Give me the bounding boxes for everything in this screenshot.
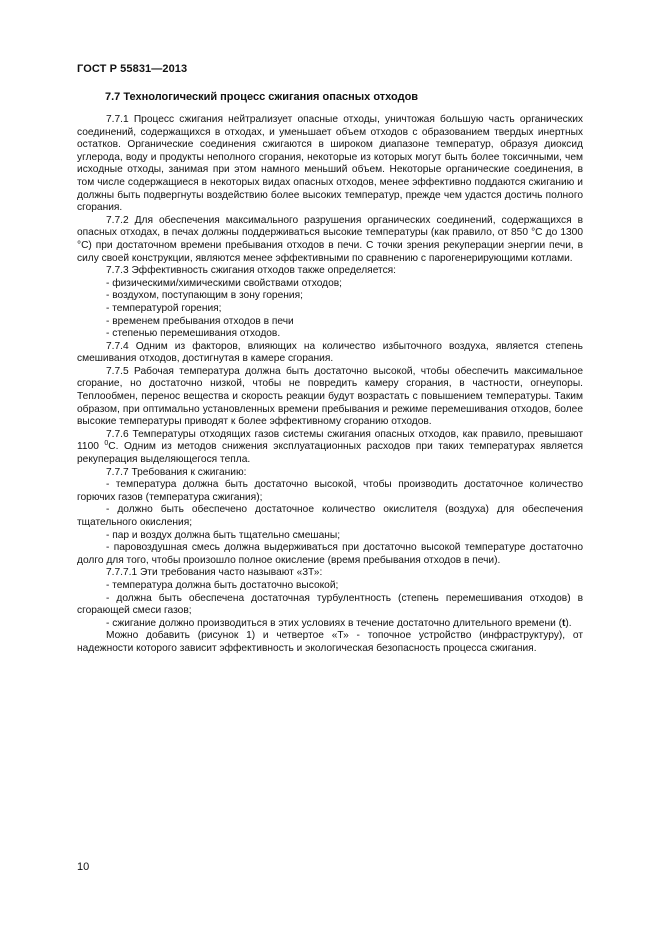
paragraph-7-7-1: 7.7.1 Процесс сжигания нейтрализует опасные отходы, уничтожая большую часть органических соединений, содержащихся в отходах, и уменьшает объем отходов с образованием твердых инертных остатков. Органические соединения сжигаются в широком диапазоне температур, образуя диоксид углерода, воду и продукты неполного сгорания, некоторые из которых могут быть более токсичными, чем исходные отходы, занимая при этом намного меньший объем. Некоторые органические соединения, в том числе содержащиеся в некоторых видах опасных отходов, менее эффективно поддаются сжиганию и должны быть подвергнуты воздействию более высоких температур, прежде чем удастся достичь полного сгорания. [77,114,583,214]
degree-superscript: 0 [104,440,109,448]
list-item: - должна быть обеспечена достаточная турбулентность (степень перемешивания отходов) в сгорающей смеси газов; [77,592,583,617]
list-item: - физическими/химическими свойствами отходов; [106,277,342,289]
list-item: - температурой горения; [106,302,222,314]
paragraph-fourth-t: Можно добавить (рисунок 1) и четвертое «Т» - топочное устройство (инфраструктуру), от надежности которого зависит эффективность и экологическая безопасность процесса сжигания. [77,630,583,654]
paragraph-7-7-2: 7.7.2 Для обеспечения максимального разрушения органических соединений, содержащихся в опасных отходах, в печах должны поддерживаться высокие температуры (как правило, от 850 °С до 1300 °С) при достаточном времени пребывания отходов в печи. С точки зрения рекуперации энергии печи, в силу своей конструкции, являются менее эффективными по сравнению с парогенерирующими котлами. [77,214,583,264]
list-item [77,618,583,631]
text-segment: - сжигание должно производиться в этих условиях в течение достаточно длительного времени ( [106,617,562,629]
paragraph-7-7-5: 7.7.5 Рабочая температура должна быть достаточно высокой, чтобы обеспечить максимальное сгорание, но достаточно низкой, чтобы не повредить камеру сгорания, в частности, огнеупоры. Теплообмен, перенос вещества и скорость реакции будут возрастать с повышением температуры. Таким образом, при оптимально установленных времени пребывания и режиме перемешивания отходов, более высокие температуры приводят к более эффективному сгоранию отходов. [77,365,583,428]
paragraph-7-7-3: 7.7.3 Эффективность сжигания отходов также определяется: [106,265,397,277]
list-item: - пар и воздух должна быть тщательно смешаны; [106,529,341,541]
paragraph-7-7-6 [77,429,583,467]
page-number: 10 [77,861,90,873]
section-title: 7.7 Технологический процесс сжигания опасных отходов [105,91,419,103]
list-item: - воздухом, поступающим в зону горения; [106,290,303,302]
paragraph-7-7-7: 7.7.7 Требования к сжиганию: [106,466,247,478]
time-symbol: t [561,617,566,629]
paragraph-7-7-4: 7.7.4 Одним из факторов, влияющих на количество избыточного воздуха, является степень смешивания отходов, достигнутая в камере сгорания. [77,340,583,365]
list-item: - должно быть обеспечено достаточное количество окислителя (воздуха) для обеспечения тщательного окисления; [77,504,583,528]
list-item: - температура должна быть достаточно высокой, чтобы производить достаточное количество горючих газов (температура сжигания); [77,479,583,503]
text-segment: 7.7.6 Температуры отходящих газов системы сжигания опасных отходов, как правило, превышают 1100 [77,428,583,453]
list-item: - температура должна быть достаточно высокой; [106,579,339,591]
list-item: - паровоздушная смесь должна выдерживаться при достаточно высокой температуре достаточно долго для того, чтобы произошло полное окисление (время пребывания отходов в печи). [77,542,583,566]
text-segment: ). [565,617,572,629]
paragraph-7-7-7-1: 7.7.7.1 Эти требования часто называют «3Т»: [106,567,323,579]
text-segment: С. Одним из методов снижения эксплуатационных расходов при таких температурах является рекуперация выделяющегося тепла. [77,441,583,466]
document-header: ГОСТ Р 55831—2013 [77,63,188,75]
list-item: - временем пребывания отходов в печи [106,315,294,327]
list-item: - степенью перемешивания отходов. [106,328,281,340]
document-body [77,114,583,656]
